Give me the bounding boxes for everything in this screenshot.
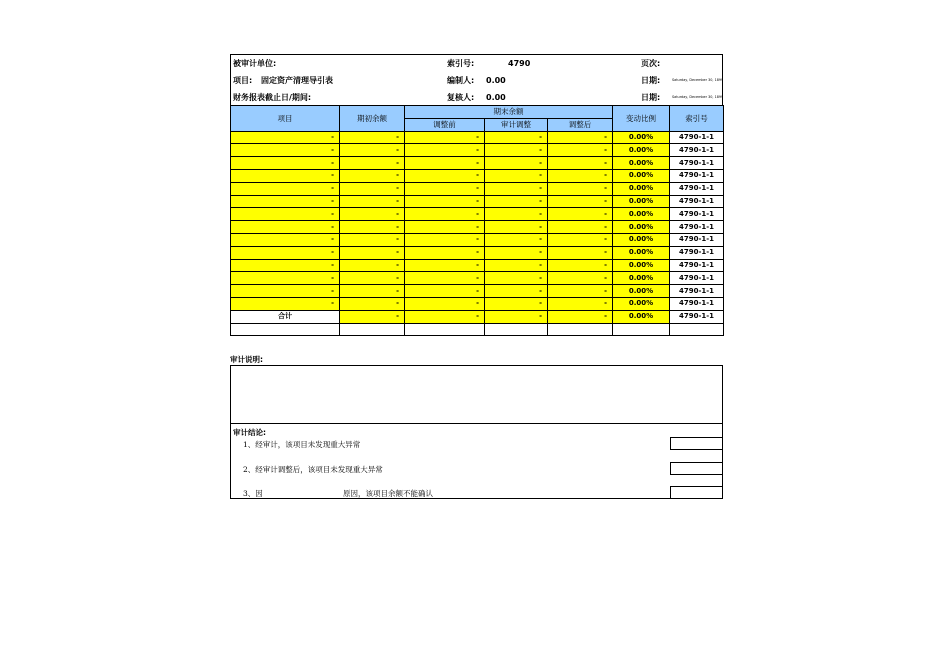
row-item-cell[interactable]: - xyxy=(231,297,340,310)
row-change-ratio-cell[interactable]: 0.00% xyxy=(613,169,670,182)
table-row xyxy=(231,285,724,298)
col-header-before-adj: 调整前 xyxy=(405,118,485,131)
row-item-cell[interactable]: - xyxy=(231,259,340,272)
row-item-cell[interactable]: - xyxy=(231,285,340,298)
row-before-adj-cell[interactable]: - xyxy=(405,182,485,195)
row-change-ratio-cell[interactable]: 0.00% xyxy=(613,297,670,310)
row-audit-adj-cell[interactable]: - xyxy=(485,285,548,298)
row-audit-adj-cell[interactable]: - xyxy=(485,297,548,310)
row-opening-cell[interactable]: - xyxy=(340,285,405,298)
row-before-adj-cell[interactable]: - xyxy=(405,310,485,323)
row-index-cell[interactable]: 4790-1-1 xyxy=(670,182,724,195)
table-row xyxy=(231,195,724,208)
blank-cell[interactable] xyxy=(485,323,548,336)
row-opening-cell[interactable]: - xyxy=(340,221,405,234)
row-opening-cell[interactable]: - xyxy=(340,310,405,323)
lead-schedule-table xyxy=(230,105,724,336)
row-before-adj-cell[interactable]: - xyxy=(405,131,485,144)
table-row xyxy=(231,208,724,221)
row-opening-cell[interactable]: - xyxy=(340,233,405,246)
conclusion-item-1: 1、经审计，该项目未发现重大异常 xyxy=(243,440,361,449)
row-before-adj-cell[interactable]: - xyxy=(405,285,485,298)
blank-row xyxy=(231,323,724,336)
conclusion-label: 审计结论: xyxy=(233,428,266,437)
conclusion-checkbox-1[interactable] xyxy=(670,437,723,450)
row-opening-cell[interactable]: - xyxy=(340,246,405,259)
row-after-adj-cell[interactable]: - xyxy=(548,246,613,259)
table-row xyxy=(231,297,724,310)
row-after-adj-cell[interactable]: - xyxy=(548,285,613,298)
row-opening-cell[interactable]: - xyxy=(340,182,405,195)
col-header-item: 项目 xyxy=(231,106,340,132)
row-after-adj-cell[interactable]: - xyxy=(548,157,613,170)
header-row-3 xyxy=(231,89,722,106)
row-after-adj-cell[interactable]: - xyxy=(548,169,613,182)
period-label: 财务报表截止日/期间: xyxy=(233,93,312,102)
row-audit-adj-cell[interactable]: - xyxy=(485,169,548,182)
row-change-ratio-cell[interactable]: 0.00% xyxy=(613,221,670,234)
conclusion-item-3b: 原因，该项目余额不能确认 xyxy=(343,489,433,498)
row-opening-cell[interactable]: - xyxy=(340,297,405,310)
col-header-change-ratio: 变动比例 xyxy=(613,106,670,132)
row-item-cell[interactable]: - xyxy=(231,169,340,182)
row-after-adj-cell[interactable]: - xyxy=(548,259,613,272)
row-before-adj-cell[interactable]: - xyxy=(405,246,485,259)
table-row xyxy=(231,169,724,182)
row-audit-adj-cell[interactable]: - xyxy=(485,259,548,272)
row-item-cell[interactable]: - xyxy=(231,221,340,234)
row-after-adj-cell[interactable]: - xyxy=(548,310,613,323)
row-change-ratio-cell[interactable]: 0.00% xyxy=(613,246,670,259)
row-audit-adj-cell[interactable]: - xyxy=(485,221,548,234)
blank-cell[interactable] xyxy=(670,323,724,336)
table-row xyxy=(231,272,724,285)
table-row xyxy=(231,182,724,195)
row-index-cell[interactable]: 4790-1-1 xyxy=(670,221,724,234)
row-change-ratio-cell[interactable]: 0.00% xyxy=(613,285,670,298)
row-opening-cell[interactable]: - xyxy=(340,144,405,157)
date-value[interactable]: Saturday, December 30, 1899 xyxy=(672,78,724,82)
row-index-cell[interactable]: 4790-1-1 xyxy=(670,246,724,259)
row-audit-adj-cell[interactable]: - xyxy=(485,208,548,221)
table-row xyxy=(231,144,724,157)
row-index-cell[interactable]: 4790-1-1 xyxy=(670,169,724,182)
conclusion-section xyxy=(230,422,723,499)
explanation-box[interactable] xyxy=(230,365,723,424)
row-index-cell[interactable]: 4790-1-1 xyxy=(670,157,724,170)
row-index-cell[interactable]: 4790-1-1 xyxy=(670,131,724,144)
row-opening-cell[interactable]: - xyxy=(340,157,405,170)
row-after-adj-cell[interactable]: - xyxy=(548,233,613,246)
row-after-adj-cell[interactable]: - xyxy=(548,221,613,234)
table-row xyxy=(231,259,724,272)
row-audit-adj-cell[interactable]: - xyxy=(485,182,548,195)
conclusion-item-3a: 3、因 xyxy=(243,489,263,498)
row-item-cell[interactable]: - xyxy=(231,157,340,170)
total-row xyxy=(231,310,724,323)
project-label: 项目: xyxy=(233,76,253,85)
row-audit-adj-cell[interactable]: - xyxy=(485,246,548,259)
blank-cell[interactable] xyxy=(231,323,340,336)
row-index-cell[interactable]: 4790-1-1 xyxy=(670,144,724,157)
row-before-adj-cell[interactable]: - xyxy=(405,195,485,208)
col-header-audit-adj: 审计调整 xyxy=(485,118,548,131)
col-header-index: 索引号 xyxy=(670,106,724,132)
row-index-cell[interactable]: 4790-1-1 xyxy=(670,195,724,208)
index-value[interactable]: 4790 xyxy=(508,59,531,68)
project-value[interactable]: 固定资产清理导引表 xyxy=(261,76,333,85)
row-audit-adj-cell[interactable]: - xyxy=(485,144,548,157)
row-change-ratio-cell[interactable]: 0.00% xyxy=(613,131,670,144)
row-item-cell[interactable]: - xyxy=(231,131,340,144)
row-after-adj-cell[interactable]: - xyxy=(548,195,613,208)
row-item-cell[interactable]: - xyxy=(231,144,340,157)
row-opening-cell[interactable]: - xyxy=(340,131,405,144)
row-change-ratio-cell[interactable]: 0.00% xyxy=(613,157,670,170)
page-label: 页次: xyxy=(641,59,661,68)
row-after-adj-cell[interactable]: - xyxy=(548,208,613,221)
row-after-adj-cell[interactable]: - xyxy=(548,297,613,310)
row-change-ratio-cell[interactable]: 0.00% xyxy=(613,310,670,323)
row-index-cell[interactable]: 4790-1-1 xyxy=(670,259,724,272)
row-change-ratio-cell[interactable]: 0.00% xyxy=(613,259,670,272)
index-label: 索引号: xyxy=(447,59,475,68)
workpaper-header xyxy=(230,54,723,105)
date-label: 日期: xyxy=(641,76,661,85)
row-change-ratio-cell[interactable]: 0.00% xyxy=(613,144,670,157)
row-opening-cell[interactable]: - xyxy=(340,259,405,272)
workpaper-sheet xyxy=(230,54,723,336)
row-audit-adj-cell[interactable]: - xyxy=(485,131,548,144)
row-index-cell[interactable]: 4790-1-1 xyxy=(670,310,724,323)
explanation-label: 审计说明: xyxy=(230,355,263,364)
row-after-adj-cell[interactable]: - xyxy=(548,182,613,195)
row-change-ratio-cell[interactable]: 0.00% xyxy=(613,195,670,208)
conclusion-item-2: 2、经审计调整后，该项目未发现重大异常 xyxy=(243,465,383,474)
conclusion-checkbox-2[interactable] xyxy=(670,462,723,475)
row-audit-adj-cell[interactable]: - xyxy=(485,272,548,285)
table-row xyxy=(231,246,724,259)
conclusion-checkbox-3[interactable] xyxy=(670,486,723,499)
row-opening-cell[interactable]: - xyxy=(340,169,405,182)
row-item-cell[interactable]: - xyxy=(231,195,340,208)
table-row xyxy=(231,131,724,144)
row-after-adj-cell[interactable]: - xyxy=(548,131,613,144)
row-before-adj-cell[interactable]: - xyxy=(405,259,485,272)
blank-cell[interactable] xyxy=(548,323,613,336)
row-audit-adj-cell[interactable]: - xyxy=(485,195,548,208)
reviewer-label: 复核人: xyxy=(447,93,475,102)
row-opening-cell[interactable]: - xyxy=(340,195,405,208)
row-before-adj-cell[interactable]: - xyxy=(405,272,485,285)
blank-cell[interactable] xyxy=(613,323,670,336)
row-item-cell[interactable]: - xyxy=(231,208,340,221)
blank-cell[interactable] xyxy=(340,323,405,336)
row-opening-cell[interactable]: - xyxy=(340,208,405,221)
row-before-adj-cell[interactable]: - xyxy=(405,297,485,310)
row-item-cell[interactable]: - xyxy=(231,233,340,246)
row-change-ratio-cell[interactable]: 0.00% xyxy=(613,233,670,246)
row-before-adj-cell[interactable]: - xyxy=(405,233,485,246)
row-index-cell[interactable]: 4790-1-1 xyxy=(670,272,724,285)
row-item-cell[interactable]: - xyxy=(231,182,340,195)
row-item-cell[interactable]: 合计 xyxy=(231,310,340,323)
row-item-cell[interactable]: - xyxy=(231,272,340,285)
row-audit-adj-cell[interactable]: - xyxy=(485,157,548,170)
blank-cell[interactable] xyxy=(405,323,485,336)
row-index-cell[interactable]: 4790-1-1 xyxy=(670,285,724,298)
row-audit-adj-cell[interactable]: - xyxy=(485,233,548,246)
row-before-adj-cell[interactable]: - xyxy=(405,157,485,170)
row-change-ratio-cell[interactable]: 0.00% xyxy=(613,208,670,221)
row-index-cell[interactable]: 4790-1-1 xyxy=(670,233,724,246)
auditee-label: 被审计单位: xyxy=(233,59,277,68)
row-after-adj-cell[interactable]: - xyxy=(548,144,613,157)
header-row-1 xyxy=(231,55,722,72)
row-after-adj-cell[interactable]: - xyxy=(548,272,613,285)
col-header-after-adj: 调整后 xyxy=(548,118,613,131)
preparer-value[interactable]: 0.00 xyxy=(486,76,506,85)
row-index-cell[interactable]: 4790-1-1 xyxy=(670,297,724,310)
row-before-adj-cell[interactable]: - xyxy=(405,208,485,221)
table-row xyxy=(231,221,724,234)
row-item-cell[interactable]: - xyxy=(231,246,340,259)
row-change-ratio-cell[interactable]: 0.00% xyxy=(613,182,670,195)
col-header-opening: 期初余额 xyxy=(340,106,405,132)
header-row-2 xyxy=(231,72,722,89)
reviewer-value[interactable]: 0.00 xyxy=(486,93,506,102)
table-row xyxy=(231,233,724,246)
row-change-ratio-cell[interactable]: 0.00% xyxy=(613,272,670,285)
row-before-adj-cell[interactable]: - xyxy=(405,221,485,234)
row-before-adj-cell[interactable]: - xyxy=(405,144,485,157)
date2-value[interactable]: Saturday, December 30, 1899 xyxy=(672,95,724,99)
row-before-adj-cell[interactable]: - xyxy=(405,169,485,182)
row-opening-cell[interactable]: - xyxy=(340,272,405,285)
row-audit-adj-cell[interactable]: - xyxy=(485,310,548,323)
row-index-cell[interactable]: 4790-1-1 xyxy=(670,208,724,221)
col-header-closing-group: 期末余额 xyxy=(405,106,613,119)
date2-label: 日期: xyxy=(641,93,661,102)
preparer-label: 编制人: xyxy=(447,76,475,85)
table-row xyxy=(231,157,724,170)
